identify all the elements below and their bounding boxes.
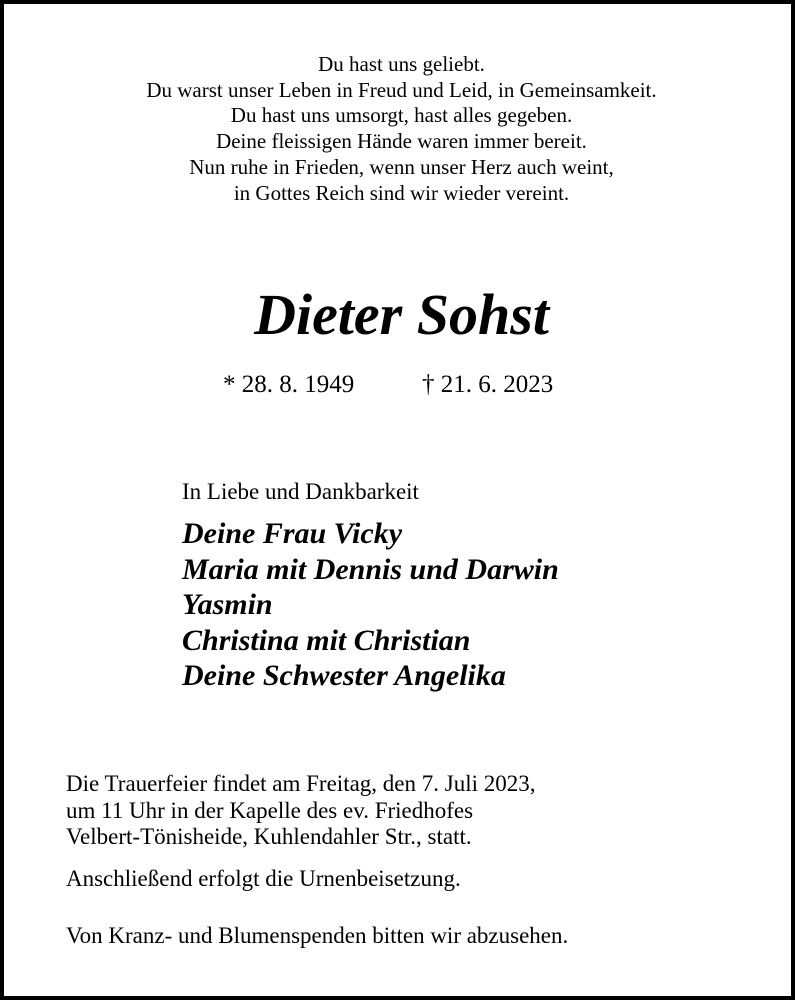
thanks-line: In Liebe und Dankbarkeit (182, 479, 419, 504)
birth-date: * 28. 8. 1949 (223, 371, 355, 398)
poem-line: Deine fleissigen Hände waren immer bereit. (216, 129, 587, 154)
death-date: † 21. 6. 2023 (422, 371, 554, 398)
poem-line: Du warst unser Leben in Freud und Leid, in Gemeinsamkeit. (146, 77, 657, 102)
mourners-list (182, 516, 559, 694)
mourner-name: Christina mit Christian (182, 623, 471, 657)
mourner-name: Yasmin (182, 588, 273, 621)
service-line: Die Trauerfeier findet am Freitag, den 7. Juli 2023, (66, 771, 536, 796)
mourner-name: Maria mit Dennis und Darwin (182, 552, 559, 586)
poem-line: Nun ruhe in Frieden, wenn unser Herz auch weint, (189, 154, 614, 179)
burial-note: Anschließend erfolgt die Urnenbeisetzung. (66, 866, 461, 891)
poem-line: Du hast uns geliebt. (318, 52, 485, 76)
service-line: Velbert-Tönisheide, Kuhlendahler Str., statt. (66, 824, 472, 849)
poem-line: in Gottes Reich sind wir wieder vereint. (233, 180, 570, 205)
memorial-poem (4, 52, 795, 206)
funeral-service-info (66, 771, 535, 851)
mourner-name: Deine Schwester Angelika (182, 659, 506, 692)
deceased-name: Dieter Sohst (254, 282, 549, 347)
mourner-name: Deine Frau Vicky (182, 517, 403, 550)
service-line: um 11 Uhr in der Kapelle des ev. Friedhofes (66, 797, 474, 823)
poem-line: Du hast uns umsorgt, hast alles gegeben. (230, 103, 573, 128)
flower-request: Von Kranz- und Blumenspenden bitten wir abzusehen. (66, 923, 569, 948)
